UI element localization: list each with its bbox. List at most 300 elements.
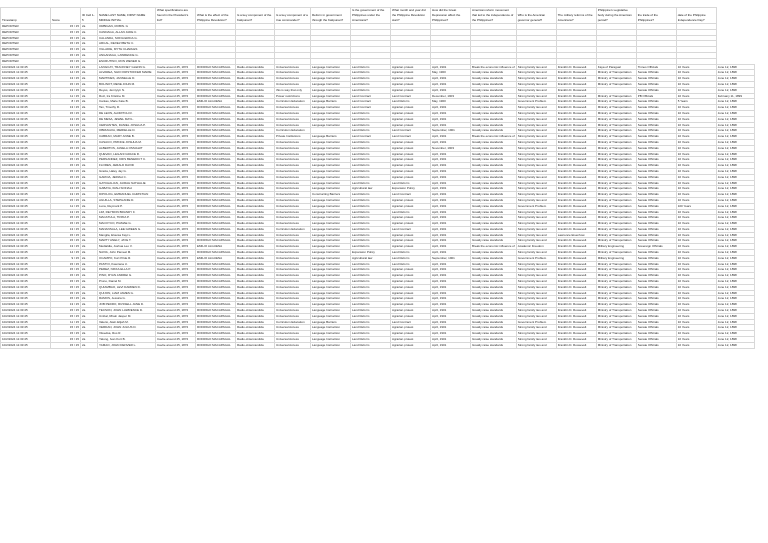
- table-cell[interactable]: Ministry of Transportation: [596, 105, 636, 111]
- table-cell[interactable]: 10 Years: [676, 337, 716, 343]
- table-cell[interactable]: Strong family ties and: [516, 290, 556, 296]
- table-cell[interactable]: QUIAMBAO, LEVI DARREN D.: [98, 284, 156, 290]
- table-cell[interactable]: Agrarian protest: [391, 232, 431, 238]
- table-cell[interactable]: April, 1901: [431, 331, 471, 337]
- table-cell[interactable]: 10 Years: [676, 244, 716, 250]
- table-cell[interactable]: Strong family ties and: [516, 279, 556, 285]
- table-cell[interactable]: Ministry of Transportation: [596, 186, 636, 192]
- table-cell[interactable]: Agrarian protest: [391, 279, 431, 285]
- table-cell[interactable]: Government Problem: [516, 319, 556, 325]
- table-cell[interactable]: Franklin D. Roosevelt: [556, 313, 596, 319]
- table-cell[interactable]: Universal Access: [275, 244, 311, 250]
- table-cell[interactable]: Agrarian protest: [391, 342, 431, 348]
- table-cell[interactable]: Agrarian protest: [391, 116, 431, 122]
- table-cell[interactable]: Radio-cintercandida: [236, 226, 275, 232]
- table-cell[interactable]: Franklin D. Roosevelt: [556, 157, 596, 163]
- table-cell[interactable]: 13 / 15: [51, 122, 81, 128]
- table-cell[interactable]: Strong family ties and: [516, 331, 556, 337]
- table-cell[interactable]: 2a: [81, 174, 98, 180]
- table-cell[interactable]: June 12, 1898: [716, 151, 754, 157]
- table-cell[interactable]: Senate Officials: [636, 267, 676, 273]
- table-cell[interactable]: Curriculum Education: [275, 128, 311, 134]
- table-cell[interactable]: RODRIGO MACAPAGAL: [196, 342, 236, 348]
- table-cell[interactable]: Agrarian protest: [391, 70, 431, 76]
- table-cell[interactable]: September, 1901: [431, 255, 471, 261]
- table-cell[interactable]: Land Reform: [351, 308, 391, 314]
- table-cell[interactable]: 2a: [81, 47, 98, 53]
- table-cell[interactable]: GABAYA, IRAH SOFIAH: [98, 186, 156, 192]
- table-cell[interactable]: Strong family ties and: [516, 105, 556, 111]
- table-cell[interactable]: RODRIGO MACAPAGAL: [196, 139, 236, 145]
- table-cell[interactable]: April, 1901: [431, 313, 471, 319]
- table-cell[interactable]: Land Reform: [351, 87, 391, 93]
- table-cell[interactable]: Language Instruction: [311, 325, 351, 331]
- table-cell[interactable]: Franklin D. Roosevelt: [556, 221, 596, 227]
- table-cell[interactable]: April, 1901: [431, 215, 471, 221]
- table-cell[interactable]: 15 / 15: [51, 47, 81, 53]
- table-cell[interactable]: Franklin D. Roosevelt: [556, 342, 596, 348]
- table-cell[interactable]: 10/2/2024 11:33:45: [1, 134, 51, 140]
- table-cell[interactable]: Language Instruction: [311, 174, 351, 180]
- table-cell[interactable]: RODRIGO MACAPAGAL: [196, 296, 236, 302]
- table-cell[interactable]: April, 1901: [431, 308, 471, 314]
- table-cell[interactable]: GARCIA, JERIAH C.: [98, 174, 156, 180]
- table-cell[interactable]: Strong family ties and: [516, 87, 556, 93]
- table-cell[interactable]: Cavite around 25, 1872: [156, 197, 196, 203]
- table-cell[interactable]: Strong family ties and: [516, 232, 556, 238]
- table-cell[interactable]: 10/2/2024 11:33:45: [1, 116, 51, 122]
- table-cell[interactable]: YAMAO, JOHN DENVER L.: [98, 342, 156, 348]
- table-cell[interactable]: RODRIGO MACAPAGAL: [196, 308, 236, 314]
- table-cell[interactable]: Land Reform: [351, 261, 391, 267]
- table-cell[interactable]: Language Instruction: [311, 203, 351, 209]
- table-cell[interactable]: 9 / 15: [51, 255, 81, 261]
- table-cell[interactable]: Cavite around 25, 1872: [156, 105, 196, 111]
- table-cell[interactable]: Strong family ties and: [516, 238, 556, 244]
- table-cell[interactable]: 2a: [81, 116, 98, 122]
- table-cell[interactable]: 2a: [81, 93, 98, 99]
- table-cell[interactable]: GATCHALIAN, JAIRAH NATHALIE: [98, 180, 156, 186]
- table-cell[interactable]: Language Instruction: [311, 64, 351, 70]
- table-cell[interactable]: 15 / 15: [51, 342, 81, 348]
- table-cell[interactable]: June 12, 1898: [716, 273, 754, 279]
- table-cell[interactable]: 11 / 15: [51, 128, 81, 134]
- table-cell[interactable]: Cavite around 25, 1872: [156, 319, 196, 325]
- table-cell[interactable]: Universal Access: [275, 76, 311, 82]
- table-cell[interactable]: Greatly raise standards: [471, 76, 517, 82]
- table-cell[interactable]: 15 / 15: [51, 168, 81, 174]
- table-cell[interactable]: 10 Years: [676, 105, 716, 111]
- table-cell[interactable]: Franklin D. Roosevelt: [556, 273, 596, 279]
- table-cell[interactable]: Ruiz, Ira Kristine M.: [98, 93, 156, 99]
- table-cell[interactable]: 13 / 15: [51, 87, 81, 93]
- table-cell[interactable]: LIM, REYMON BRANDY F.: [98, 209, 156, 215]
- table-cell[interactable]: RODRIGO MACAPAGAL: [196, 110, 236, 116]
- table-cell[interactable]: June 12, 1898: [716, 134, 754, 140]
- table-cell[interactable]: 2a: [81, 180, 98, 186]
- table-cell[interactable]: 10/2/2024 11:33:45: [1, 273, 51, 279]
- table-cell[interactable]: 15 / 15: [51, 58, 81, 64]
- table-cell[interactable]: RODRIGO MACAPAGAL: [196, 163, 236, 169]
- table-cell[interactable]: Lawrence Eisenhow: [556, 232, 596, 238]
- table-cell[interactable]: Radio-cintercandida: [236, 139, 275, 145]
- table-cell[interactable]: Language Instruction: [311, 151, 351, 157]
- table-cell[interactable]: Greatly raise standards: [471, 105, 517, 111]
- table-cell[interactable]: RODRIGO MACAPAGAL: [196, 174, 236, 180]
- table-cell[interactable]: Sovereign Officials: [636, 244, 676, 250]
- table-cell[interactable]: Language Instruction: [311, 81, 351, 87]
- table-cell[interactable]: Cavite around 25, 1872: [156, 267, 196, 273]
- table-cell[interactable]: 15 / 15: [51, 52, 81, 58]
- table-cell[interactable]: 2a: [81, 128, 98, 134]
- table-cell[interactable]: Land Reform: [351, 302, 391, 308]
- table-cell[interactable]: 11 / 15: [51, 203, 81, 209]
- table-cell[interactable]: RODRIGO MACAPAGAL: [196, 197, 236, 203]
- table-cell[interactable]: Greatly raise standards: [471, 174, 517, 180]
- table-cell[interactable]: Greatly raise standards: [471, 81, 517, 87]
- table-cell[interactable]: Radio-cintercandida: [236, 290, 275, 296]
- table-cell[interactable]: 11 / 15: [51, 319, 81, 325]
- table-cell[interactable]: 10 Years: [676, 87, 716, 93]
- table-cell[interactable]: 10/2/2024 11:33:45: [1, 110, 51, 116]
- table-cell[interactable]: Land Reform: [391, 250, 431, 256]
- table-cell[interactable]: Land Reform: [351, 273, 391, 279]
- table-cell[interactable]: Franklin D. Roosevelt: [556, 163, 596, 169]
- table-cell[interactable]: 10/2/2024 11:33:45: [1, 325, 51, 331]
- table-cell[interactable]: Strong family ties and: [516, 296, 556, 302]
- table-cell[interactable]: Senate Officials: [636, 215, 676, 221]
- table-cell[interactable]: Universal Access: [275, 105, 311, 111]
- table-cell[interactable]: 10/2/2024 11:33:45: [1, 209, 51, 215]
- table-cell[interactable]: Cavite around 25, 1872: [156, 134, 196, 140]
- table-cell[interactable]: 10/2/2024 11:33:45: [1, 186, 51, 192]
- table-cell[interactable]: April, 1901: [431, 116, 471, 122]
- table-cell[interactable]: Greatly raise standards: [471, 99, 517, 105]
- table-cell[interactable]: Land Reform: [391, 255, 431, 261]
- table-cell[interactable]: Land Contract: [351, 105, 391, 111]
- column-header[interactable]: How did the Great Depression affect the Philippines?: [431, 8, 471, 24]
- table-cell[interactable]: April, 1901: [431, 302, 471, 308]
- table-cell[interactable]: 10 Years: [676, 261, 716, 267]
- table-cell[interactable]: 2a: [81, 151, 98, 157]
- table-cell[interactable]: Greatly raise standards: [471, 313, 517, 319]
- table-cell[interactable]: REPORTER: [1, 41, 51, 47]
- table-cell[interactable]: CANDAGA, ALLAN JADE C.: [98, 29, 156, 35]
- table-cell[interactable]: June 12, 1898: [716, 279, 754, 285]
- table-cell[interactable]: Franklin D. Roosevelt: [556, 70, 596, 76]
- table-cell[interactable]: Ministry of Transportation: [596, 151, 636, 157]
- table-cell[interactable]: Cantao, Marie Kate B.: [98, 99, 156, 105]
- table-cell[interactable]: 13 / 15: [51, 105, 81, 111]
- table-cell[interactable]: Radio-cintercandida: [236, 70, 275, 76]
- table-cell[interactable]: CALANDA, SOFIA ERICA G.: [98, 35, 156, 41]
- table-cell[interactable]: RODRIGO MACAPAGAL: [196, 313, 236, 319]
- table-cell[interactable]: RODRIGO MACAPAGAL: [196, 186, 236, 192]
- table-cell[interactable]: 10 Years: [676, 64, 716, 70]
- table-cell[interactable]: Franklin D. Roosevelt: [556, 64, 596, 70]
- table-cell[interactable]: June 12, 1898: [716, 197, 754, 203]
- table-cell[interactable]: AGUILLA, STEPHANIE D.: [98, 197, 156, 203]
- table-cell[interactable]: Radio-cintercandida: [236, 81, 275, 87]
- table-cell[interactable]: Language Instruction: [311, 226, 351, 232]
- table-cell[interactable]: 2a: [81, 110, 98, 116]
- table-cell[interactable]: VILLADIE, MYTH CHARLES: [98, 47, 156, 53]
- table-cell[interactable]: 10/2/2024 11:33:45: [1, 128, 51, 134]
- table-cell[interactable]: 2a: [81, 168, 98, 174]
- table-cell[interactable]: Radio-cintercandida: [236, 313, 275, 319]
- table-cell[interactable]: Cavite around 25, 1872: [156, 99, 196, 105]
- column-header[interactable]: Is the government of the Philippines under the Americans?: [351, 8, 391, 24]
- table-cell[interactable]: Cavite around 25, 1872: [156, 139, 196, 145]
- table-cell[interactable]: Land Contract: [391, 226, 431, 232]
- table-cell[interactable]: MACOYCO, PIAMAE G.: [98, 221, 156, 227]
- table-cell[interactable]: Greatly raise standards: [471, 325, 517, 331]
- table-cell[interactable]: Universal Access: [275, 145, 311, 151]
- table-cell[interactable]: Senate Officials: [636, 261, 676, 267]
- table-cell[interactable]: Language Instruction: [311, 337, 351, 343]
- table-cell[interactable]: December, 1903: [431, 93, 471, 99]
- table-cell[interactable]: 10/2/2024 11:33:45: [1, 192, 51, 198]
- table-cell[interactable]: RODRIGO MACAPAGAL: [196, 64, 236, 70]
- table-cell[interactable]: 2a: [81, 250, 98, 256]
- table-cell[interactable]: Greatly raise standards: [471, 342, 517, 348]
- table-cell[interactable]: Ministry of Transportation: [596, 203, 636, 209]
- table-cell[interactable]: Greatly raise standards: [471, 302, 517, 308]
- table-cell[interactable]: 10/2/2024 11:33:45: [1, 81, 51, 87]
- table-cell[interactable]: Ministry of Transportation: [596, 308, 636, 314]
- table-cell[interactable]: Language Instruction: [311, 116, 351, 122]
- table-cell[interactable]: EMILIO ALGUENA: [196, 244, 236, 250]
- table-cell[interactable]: RODRIGO MACAPAGAL: [196, 232, 236, 238]
- table-cell[interactable]: June 12, 1898: [716, 325, 754, 331]
- table-cell[interactable]: ALVAREA, SHIO KRISTOFFER MARIE: [98, 70, 156, 76]
- table-cell[interactable]: ANGANAGA, LAWRENCE G.: [98, 52, 156, 58]
- table-cell[interactable]: Agrarian protest: [391, 296, 431, 302]
- table-cell[interactable]: Cavite around 25, 1872: [156, 255, 196, 261]
- table-cell[interactable]: Cavite around 25, 1872: [156, 168, 196, 174]
- table-cell[interactable]: Greatly raise standards: [471, 226, 517, 232]
- table-cell[interactable]: Land Contract: [391, 93, 431, 99]
- table-cell[interactable]: Radio-cintercandida: [236, 105, 275, 111]
- table-cell[interactable]: Language Instruction: [311, 255, 351, 261]
- table-cell[interactable]: 2a: [81, 279, 98, 285]
- table-cell[interactable]: Greatly raise standards: [471, 296, 517, 302]
- table-cell[interactable]: Universal Access: [275, 110, 311, 116]
- table-cell[interactable]: June 12, 1898: [716, 302, 754, 308]
- table-cell[interactable]: 10 Years: [676, 255, 716, 261]
- table-cell[interactable]: RODRIGO MACAPAGAL: [196, 238, 236, 244]
- table-cell[interactable]: Language Instruction: [311, 302, 351, 308]
- table-cell[interactable]: Senate Officials: [636, 279, 676, 285]
- column-header[interactable]: What specifications are found in the President's list?: [156, 8, 196, 24]
- table-cell[interactable]: RODRIGO MACAPAGAL: [196, 134, 236, 140]
- table-cell[interactable]: June 12, 1898: [716, 331, 754, 337]
- table-cell[interactable]: RODRIGO MACAPAGAL: [196, 284, 236, 290]
- table-cell[interactable]: 10/2/2024 11:33:45: [1, 151, 51, 157]
- table-cell[interactable]: Pruno, Daniel M.: [98, 279, 156, 285]
- table-cell[interactable]: June 12, 1898: [716, 116, 754, 122]
- table-cell[interactable]: CERVANTES, DANIEL JOSHUA P.: [98, 122, 156, 128]
- table-cell[interactable]: 10 Years: [676, 76, 716, 82]
- table-cell[interactable]: Radio-cintercandida: [236, 168, 275, 174]
- table-cell[interactable]: Cavite around 25, 1872: [156, 151, 196, 157]
- table-cell[interactable]: Franklin D. Roosevelt: [556, 76, 596, 82]
- table-cell[interactable]: 2a: [81, 244, 98, 250]
- table-cell[interactable]: Universal Access: [275, 221, 311, 227]
- table-cell[interactable]: 13 / 15: [51, 186, 81, 192]
- table-cell[interactable]: Senate Officials: [636, 87, 676, 93]
- table-cell[interactable]: Land Reform: [351, 180, 391, 186]
- table-cell[interactable]: Franklin D. Roosevelt: [556, 105, 596, 111]
- table-cell[interactable]: Franklin D. Roosevelt: [556, 139, 596, 145]
- table-cell[interactable]: NAVIA, John Pameel M.: [98, 250, 156, 256]
- table-cell[interactable]: Franklin D. Roosevelt: [556, 197, 596, 203]
- table-cell[interactable]: Franklin D. Roosevelt: [556, 261, 596, 267]
- table-cell[interactable]: Universal Access: [275, 273, 311, 279]
- table-cell[interactable]: Radio-cintercandida: [236, 296, 275, 302]
- table-cell[interactable]: Military Engineering: [596, 244, 636, 250]
- table-cell[interactable]: Senate Officials: [636, 308, 676, 314]
- table-cell[interactable]: 15 / 15: [51, 163, 81, 169]
- table-cell[interactable]: Cavite around 25, 1872: [156, 284, 196, 290]
- table-cell[interactable]: Agrarian protest: [391, 337, 431, 343]
- table-cell[interactable]: Universal Access: [275, 279, 311, 285]
- table-cell[interactable]: Agrarian protest: [391, 197, 431, 203]
- table-cell[interactable]: Land Reform: [391, 180, 431, 186]
- table-cell[interactable]: 2a: [81, 313, 98, 319]
- table-cell[interactable]: Viloedsa, Rus R.: [98, 331, 156, 337]
- table-cell[interactable]: Universal Access: [275, 238, 311, 244]
- table-cell[interactable]: April, 1901: [431, 110, 471, 116]
- table-cell[interactable]: REPORTER: [1, 35, 51, 41]
- table-cell[interactable]: April, 1901: [431, 76, 471, 82]
- table-cell[interactable]: Land Reform: [351, 319, 391, 325]
- table-cell[interactable]: Greatly raise standards: [471, 267, 517, 273]
- table-cell[interactable]: Ministry of Transportation: [596, 93, 636, 99]
- table-cell[interactable]: Ministry of Transportation: [596, 99, 636, 105]
- table-cell[interactable]: Land Reform: [351, 81, 391, 87]
- table-cell[interactable]: Radio-cintercandida: [236, 232, 275, 238]
- table-cell[interactable]: 10/2/2024 11:33:45: [1, 99, 51, 105]
- table-cell[interactable]: 10/2/2024 11:33:45: [1, 261, 51, 267]
- table-cell[interactable]: Cavite around 25, 1872: [156, 226, 196, 232]
- column-header[interactable]: NAME LAST NAME, FIRST NAME MIDDLE INITIAL: [98, 8, 156, 24]
- table-cell[interactable]: Constructing Barriers: [311, 192, 351, 198]
- table-cell[interactable]: RODRIGO MACAPAGAL: [196, 116, 236, 122]
- table-cell[interactable]: Senate Officials: [636, 273, 676, 279]
- table-cell[interactable]: 15 / 15: [51, 284, 81, 290]
- table-cell[interactable]: Reyes, Jennylyn N.: [98, 87, 156, 93]
- table-cell[interactable]: Senate Officials: [636, 255, 676, 261]
- table-cell[interactable]: MARTINES, JANNELLE D.: [98, 76, 156, 82]
- table-cell[interactable]: 14 / 15: [51, 151, 81, 157]
- table-cell[interactable]: RODRIGO MACAPAGAL: [196, 151, 236, 157]
- table-cell[interactable]: June 12, 1898: [716, 174, 754, 180]
- table-cell[interactable]: April, 1901: [431, 319, 471, 325]
- table-cell[interactable]: Agrarian protest: [391, 203, 431, 209]
- table-cell[interactable]: VERDAN, JOHN JULIUS D.: [98, 325, 156, 331]
- table-cell[interactable]: Strong family ties and: [516, 81, 556, 87]
- table-cell[interactable]: 2a: [81, 296, 98, 302]
- table-cell[interactable]: Senate Officials: [636, 81, 676, 87]
- table-cell[interactable]: June 12, 1898: [716, 203, 754, 209]
- column-header[interactable]: Is a key component of a true commander?: [275, 8, 311, 24]
- table-cell[interactable]: 15 / 15: [51, 145, 81, 151]
- table-cell[interactable]: Universal Access: [275, 116, 311, 122]
- table-cell[interactable]: RODRIGO MACAPAGAL: [196, 215, 236, 221]
- table-cell[interactable]: 15 / 15: [51, 24, 81, 30]
- table-cell[interactable]: Land Reform: [351, 279, 391, 285]
- table-cell[interactable]: Franklin D. Roosevelt: [556, 93, 596, 99]
- table-cell[interactable]: Land Reform: [351, 151, 391, 157]
- table-cell[interactable]: Senate Officials: [636, 76, 676, 82]
- table-cell[interactable]: Franklin D. Roosevelt: [556, 81, 596, 87]
- table-cell[interactable]: Ministry of Transportation: [596, 209, 636, 215]
- table-cell[interactable]: Universal Access: [275, 64, 311, 70]
- table-cell[interactable]: Strong family ties and: [516, 226, 556, 232]
- table-cell[interactable]: 10 Years: [676, 134, 716, 140]
- table-cell[interactable]: Cavite around 25, 1872: [156, 331, 196, 337]
- table-cell[interactable]: Strong family ties and: [516, 197, 556, 203]
- table-cell[interactable]: 10/2/2024 11:33:45: [1, 203, 51, 209]
- table-cell[interactable]: 14 / 15: [51, 180, 81, 186]
- table-cell[interactable]: 2a: [81, 64, 98, 70]
- table-cell[interactable]: Language Instruction: [311, 221, 351, 227]
- table-cell[interactable]: 2a: [81, 81, 98, 87]
- table-cell[interactable]: 2a: [81, 145, 98, 151]
- table-cell[interactable]: April, 1901: [431, 342, 471, 348]
- table-cell[interactable]: Universal Access: [275, 215, 311, 221]
- table-cell[interactable]: Radio-cintercandida: [236, 87, 275, 93]
- table-cell[interactable]: 15 / 15: [51, 35, 81, 41]
- table-cell[interactable]: Universal Access: [275, 151, 311, 157]
- table-cell[interactable]: Strong family ties and: [516, 192, 556, 198]
- table-cell[interactable]: Cavite around 25, 1872: [156, 174, 196, 180]
- table-cell[interactable]: Land Reform: [351, 325, 391, 331]
- table-cell[interactable]: Radio-cintercandida: [236, 308, 275, 314]
- table-cell[interactable]: Land Reform: [351, 168, 391, 174]
- table-cell[interactable]: Agrarian protest: [391, 221, 431, 227]
- table-cell[interactable]: 10/2/2024 11:33:45: [1, 157, 51, 163]
- table-cell[interactable]: 10/2/2024 11:33:45: [1, 76, 51, 82]
- table-cell[interactable]: 10/2/2024 11:33:45: [1, 342, 51, 348]
- table-cell[interactable]: Franklin D. Roosevelt: [556, 325, 596, 331]
- table-cell[interactable]: Agricultural law: [351, 186, 391, 192]
- table-cell[interactable]: 10/2/2024 11:33:45: [1, 279, 51, 285]
- table-cell[interactable]: Cavite around 25, 1872: [156, 110, 196, 116]
- table-cell[interactable]: Ministry of Transportation: [596, 261, 636, 267]
- table-cell[interactable]: Radio-cintercandida: [236, 331, 275, 337]
- table-cell[interactable]: Cavite around 25, 1872: [156, 203, 196, 209]
- table-cell[interactable]: April, 1901: [431, 151, 471, 157]
- table-cell[interactable]: Senate Officials: [636, 319, 676, 325]
- table-cell[interactable]: 10 Years: [676, 232, 716, 238]
- table-cell[interactable]: June 12, 1898: [716, 290, 754, 296]
- table-cell[interactable]: 2a: [81, 41, 98, 47]
- table-cell[interactable]: Ministry of Transportation: [596, 319, 636, 325]
- table-cell[interactable]: Senate Officials: [636, 134, 676, 140]
- table-cell[interactable]: 10 Years: [676, 151, 716, 157]
- table-cell[interactable]: 2a: [81, 255, 98, 261]
- table-cell[interactable]: Greatly raise standards: [471, 139, 517, 145]
- table-cell[interactable]: 15 / 15: [51, 279, 81, 285]
- table-cell[interactable]: 13 / 15: [51, 76, 81, 82]
- table-cell[interactable]: April, 1901: [431, 244, 471, 250]
- table-cell[interactable]: Agrarian protest: [391, 151, 431, 157]
- table-cell[interactable]: Strong family ties and: [516, 313, 556, 319]
- table-cell[interactable]: 10 Years: [676, 313, 716, 319]
- table-cell[interactable]: Ministry of Transportation: [596, 325, 636, 331]
